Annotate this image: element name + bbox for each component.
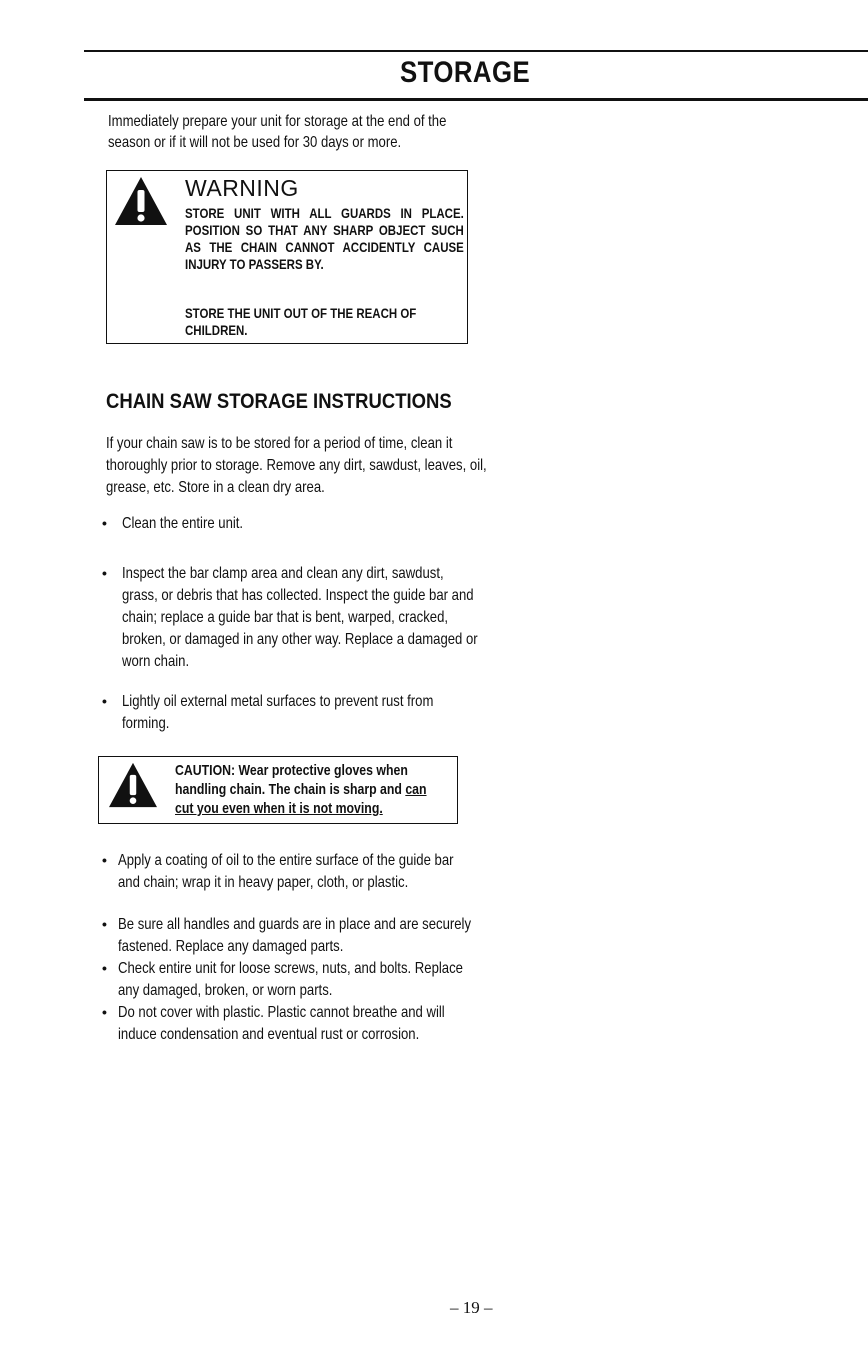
list-item: Lightly oil external metal surfaces to prevent rust from forming. <box>122 693 434 732</box>
list-item: Do not cover with plastic. Plastic cannot breathe and will induce condensation and eventual rust or corrosion. <box>118 1004 445 1043</box>
warning-text-guards: STORE UNIT WITH ALL GUARDS IN PLACE. POSITION SO THAT ANY SHARP OBJECT SUCH AS THE CHAIN CANNOT ACCIDENTLY CAUSE INJURY TO PASSERS BY. <box>185 205 464 272</box>
bullet-dot: • <box>102 565 107 581</box>
warning-title: WARNING <box>185 175 299 201</box>
bullet-dot: • <box>102 1004 107 1020</box>
list-item: Apply a coating of oil to the entire surface of the guide bar and chain; wrap it in heavy paper, cloth, or plastic. <box>118 852 454 891</box>
list-item: Check entire unit for loose screws, nuts, and bolts. Replace any damaged, broken, or worn parts. <box>118 960 463 999</box>
intro-paragraph: Immediately prepare your unit for storage at the end of the season or if it will not be used for 30 days or more. <box>108 113 447 151</box>
header-top-rule <box>84 50 868 52</box>
list-item: Be sure all handles and guards are in place and are securely fastened. Replace any damaged parts. <box>118 916 472 955</box>
bullet-dot: • <box>102 852 107 868</box>
warning-triangle-icon <box>113 175 169 227</box>
section-paragraph: If your chain saw is to be stored for a period of time, clean it thoroughly prior to storage. Remove any dirt, sawdust, leaves, oil, grease, etc. Store in a clean dry area. <box>106 435 487 496</box>
caution-box <box>98 756 458 824</box>
list-item: Inspect the bar clamp area and clean any dirt, sawdust, grass, or debris that has collected. Inspect the guide bar and chain; replace a guide bar that is bent, warped, cracked, broken, or damaged in any other way. Replace a damaged or worn chain. <box>122 565 478 670</box>
bullet-dot: • <box>102 960 107 976</box>
caution-text <box>175 761 446 818</box>
caution-triangle-icon <box>107 761 159 809</box>
warning-box <box>106 170 468 344</box>
bullet-dot: • <box>102 693 107 709</box>
section-heading: CHAIN SAW STORAGE INSTRUCTIONS <box>106 390 452 413</box>
bullet-dot: • <box>102 916 107 932</box>
header-bottom-rule <box>84 98 868 101</box>
caution-line-2: can cut you even when it is not moving. <box>175 781 427 817</box>
page-number: – 19 – <box>450 1298 493 1317</box>
bullet-dot: • <box>102 515 107 531</box>
page-title: STORAGE <box>400 56 531 89</box>
warning-text-children: STORE THE UNIT OUT OF THE REACH OF CHILDREN. <box>185 305 417 338</box>
caution-line-1: CAUTION: Wear protective gloves when handling chain. The chain is sharp and <box>175 762 408 798</box>
list-item: Clean the entire unit. <box>122 515 244 532</box>
